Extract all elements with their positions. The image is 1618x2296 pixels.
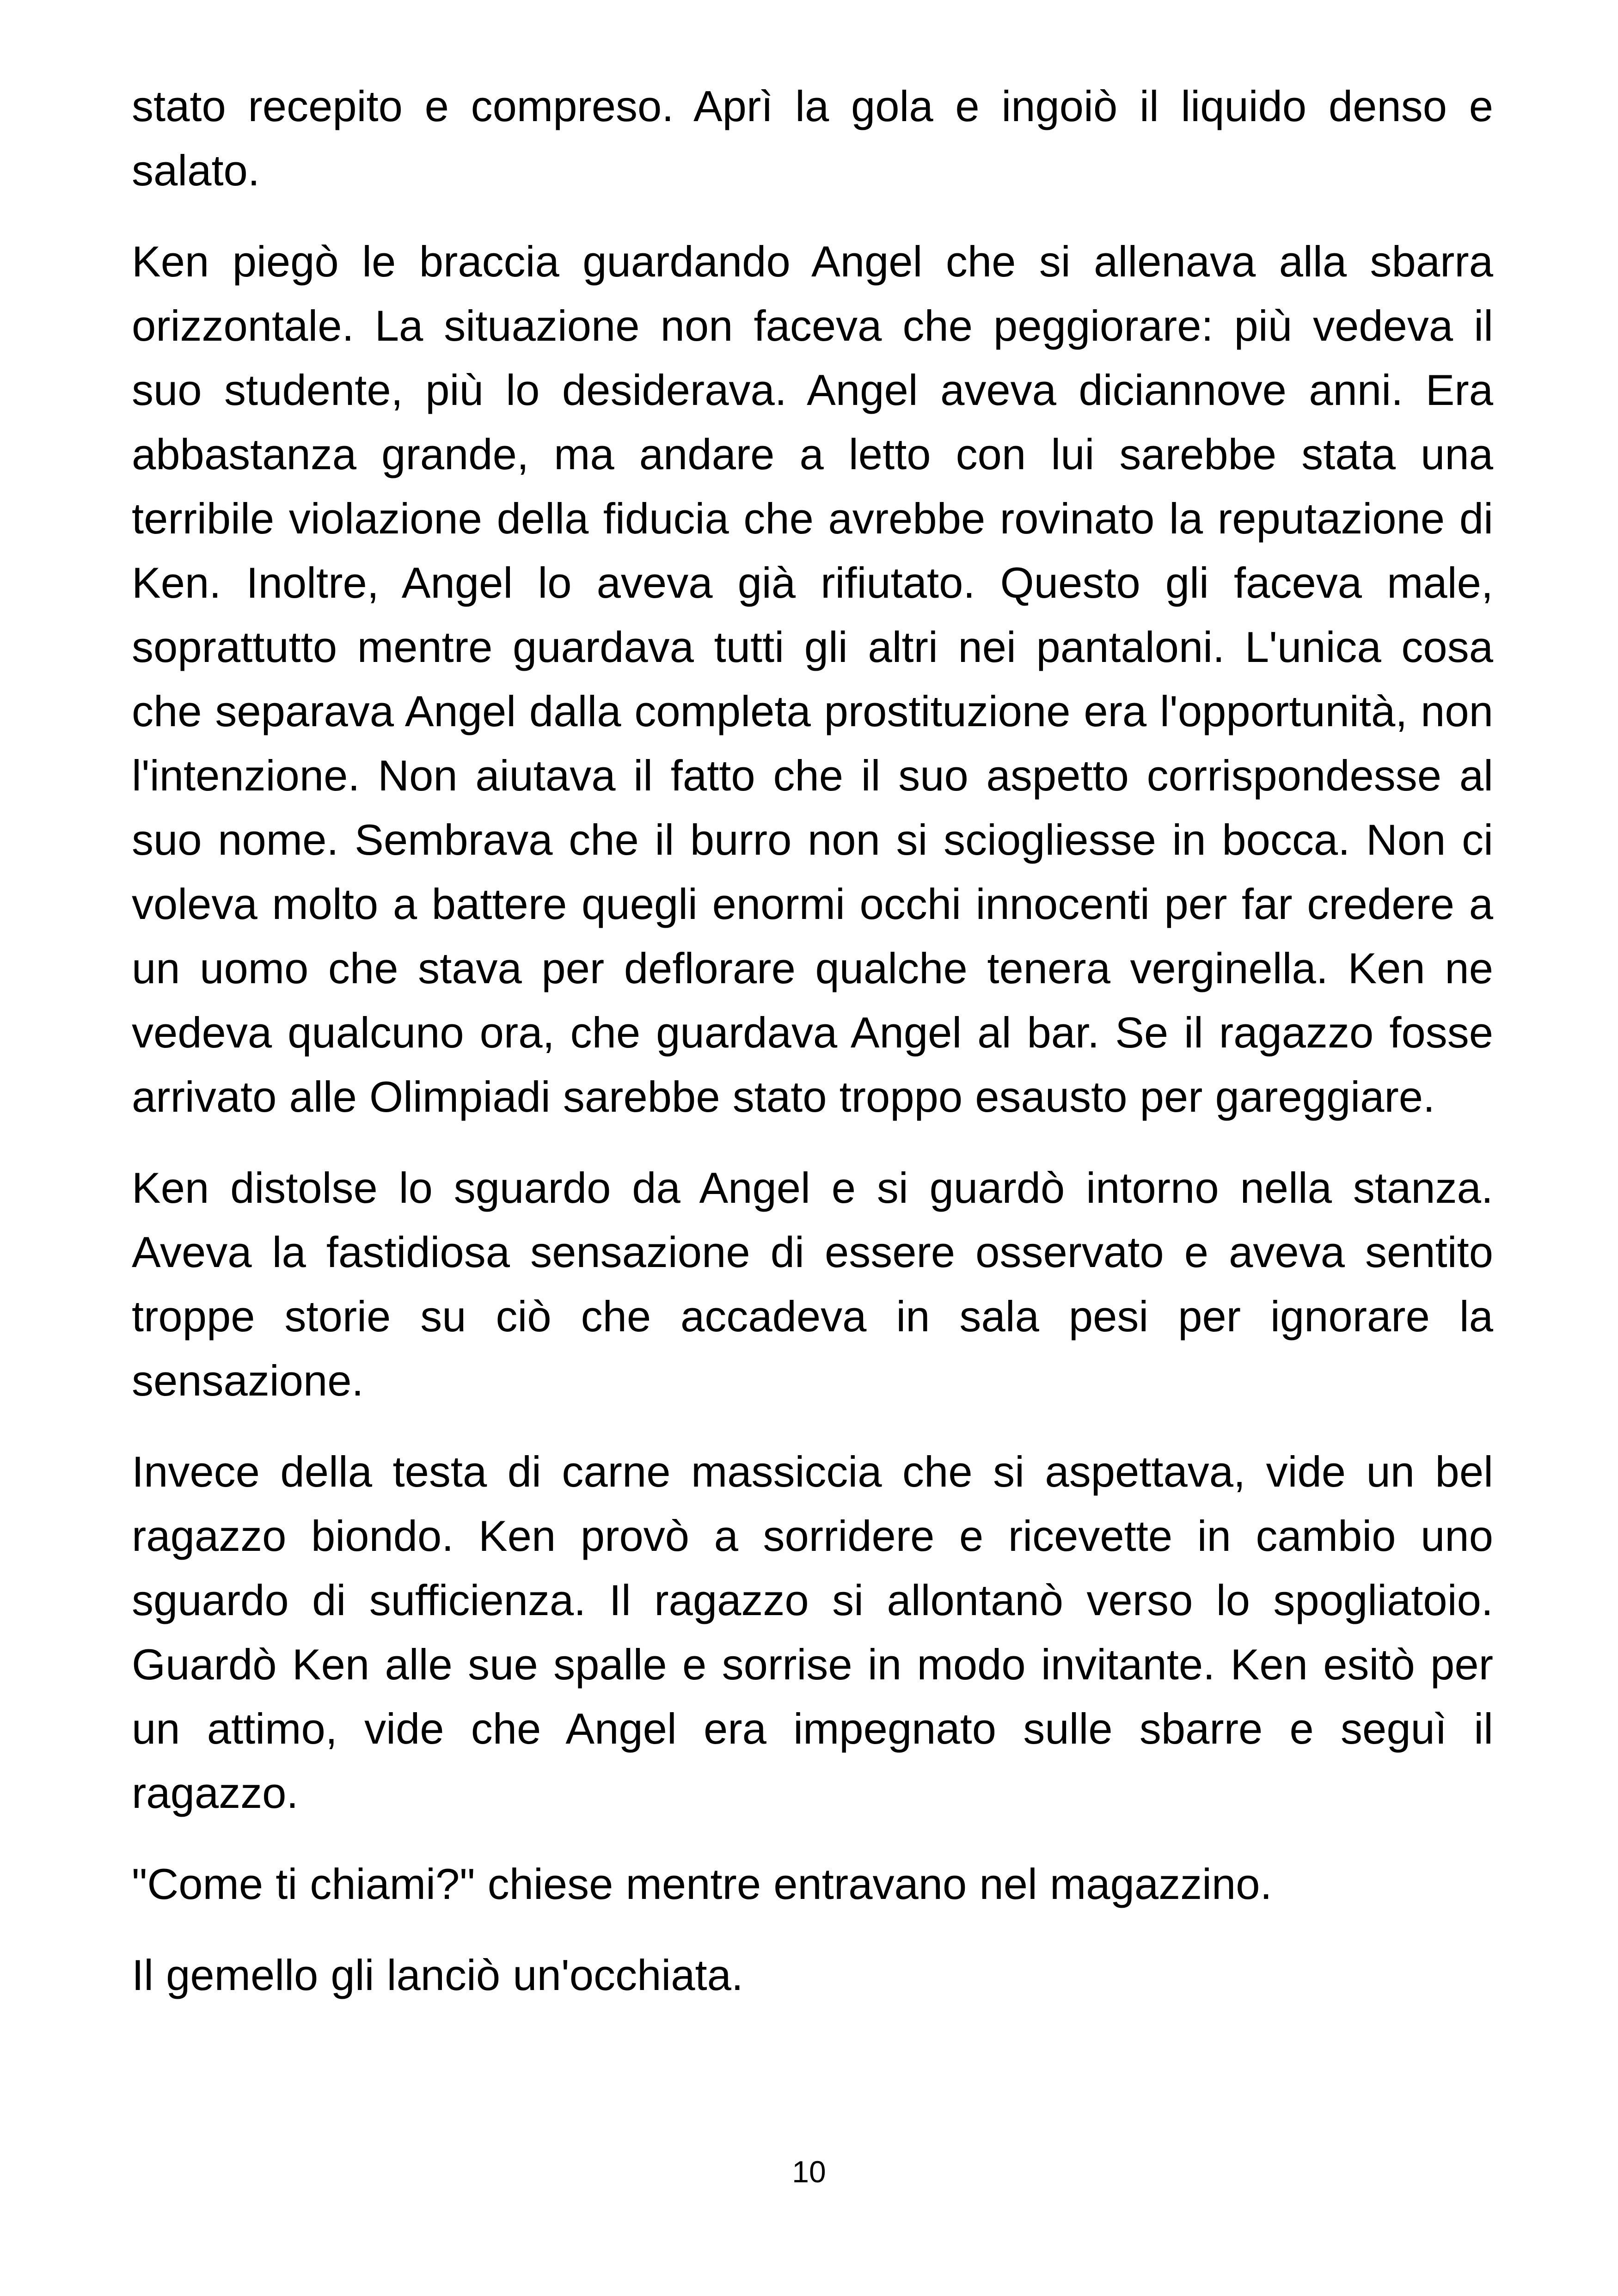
body-text: [132, 74, 1493, 2007]
paragraph-5: "Come ti chiami?" chiese mentre entravano nel magazzino.: [132, 1860, 1272, 1908]
paragraph-4: Invece della testa di carne massiccia che si aspettava, vide un bel ragazzo biondo. Ken provò a sorridere e ricevette in cambio uno sguardo di sufficienza. Il ragazzo si allontanò verso lo spogliatoio. Guardò Ken alle sue spalle e sorrise in modo invitante. Ken esitò per un attimo, vide che Angel era impegnato sulle sbarre e seguì il ragazzo.: [132, 1447, 1493, 1817]
paragraph-6: Il gemello gli lanciò un'occhiata.: [132, 1951, 744, 1999]
paragraph-1: stato recepito e compreso. Aprì la gola e ingoiò il liquido denso e salato.: [132, 82, 1493, 195]
paragraph-2: Ken piegò le braccia guardando Angel che si allenava alla sbarra orizzontale. La situazione non faceva che peggiorare: più vedeva il suo studente, più lo desiderava. Angel aveva diciannove anni. Era abbastanza grande, ma andare a letto con lui sarebbe stata una terribile violazione della fiducia che avrebbe rovinato la reputazione di Ken. Inoltre, Angel lo aveva già rifiutato. Questo gli faceva male, soprattutto mentre guardava tutti gli altri nei pantaloni. L'unica cosa che separava Angel dalla completa prostituzione era l'opportunità, non l'intenzione. Non aiutava il fatto che il suo aspetto corrispondesse al suo nome. Sembrava che il burro non si sciogliesse in bocca. Non ci voleva molto a battere quegli enormi occhi innocenti per far credere a un uomo che stava per deflorare qualche tenera verginella. Ken ne vedeva qualcuno ora, che guardava Angel al bar. Se il ragazzo fosse arrivato alle Olimpiadi sarebbe stato troppo esausto per gareggiare.: [132, 237, 1493, 1121]
paragraph-3: Ken distolse lo sguardo da Angel e si guardò intorno nella stanza. Aveva la fastidiosa sensazione di essere osservato e aveva sentito troppe storie su ciò che accadeva in sala pesi per ignorare la sensazione.: [132, 1163, 1493, 1405]
page-number: 10: [792, 2155, 826, 2189]
